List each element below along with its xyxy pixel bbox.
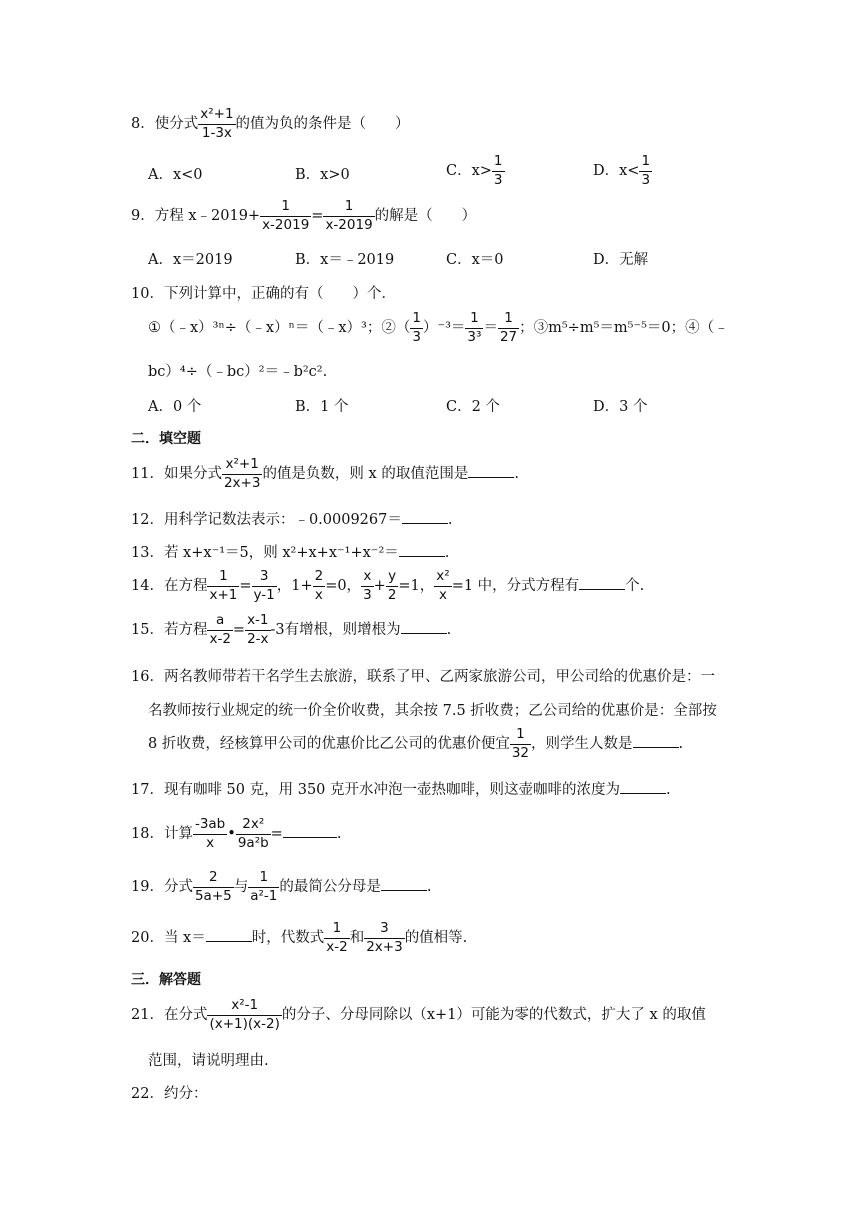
- q19-suffix: 的最简公分母是: [279, 879, 381, 895]
- question-10-stem: 10．下列计算中，正确的有（ ）个．: [131, 286, 396, 302]
- q20-and: 和: [349, 930, 365, 946]
- q14-a-den: x+1: [209, 586, 238, 603]
- q8-numerator: x²+1: [200, 106, 234, 122]
- q9-fraction-1: [260, 200, 311, 232]
- question-13: [0, 541, 860, 562]
- q18-b-den: 9a²b: [237, 834, 269, 851]
- q10-frac-2: [465, 312, 483, 344]
- q15-prefix: 15．若方程: [131, 622, 208, 638]
- q20-b-den: 2x+3: [366, 938, 403, 955]
- q14-suffix: =1 中，分式方程有: [451, 578, 580, 594]
- q9-f2-den: x-2019: [325, 216, 373, 233]
- q9-option-a: A．x＝2019: [148, 252, 233, 268]
- q8-option-c-den: 3: [493, 171, 503, 188]
- q18-a-num: -3ab: [194, 816, 226, 832]
- q20-mid: 时，代数式: [251, 930, 325, 946]
- q8-option-d-label: D．x<: [593, 163, 640, 179]
- q9-f2-num: 1: [344, 198, 354, 214]
- q16-line-1: 16．两名教师带若干名学生去旅游，联系了甲、乙两家旅游公司，甲公司给的优惠价是：一: [131, 669, 715, 685]
- q16-line-3: [0, 728, 860, 760]
- q14-end: 个.: [625, 578, 645, 594]
- q15-b-den: 2-x: [247, 630, 269, 647]
- q19-a-den: 5a+5: [194, 887, 232, 904]
- question-21: [0, 999, 860, 1031]
- q10-option-c: C．2 个: [446, 399, 500, 415]
- q15-a-den: x-2: [209, 630, 231, 647]
- q15-answer-blank[interactable]: [401, 621, 447, 634]
- question-20: [0, 922, 860, 954]
- q20-answer-blank[interactable]: [206, 929, 252, 942]
- q15-frac-b: [245, 614, 270, 646]
- q9-suffix: 的解是（ ）: [374, 208, 477, 224]
- q20-prefix: 20．当 x＝: [131, 930, 206, 946]
- q21-den: (x+1)(x-2): [209, 1015, 280, 1032]
- q19-a-num: 2: [209, 869, 218, 885]
- q14-frac-c: [313, 570, 326, 602]
- q18-frac-a: [193, 818, 227, 850]
- q10-frac-1: [410, 312, 423, 344]
- q8-option-c: [446, 155, 505, 187]
- q10-statements-line-2: bc）⁴÷（﹣bc）²＝﹣b²c².: [148, 364, 328, 380]
- q9-option-b: B．x＝﹣2019: [295, 252, 395, 268]
- q8-denominator: 1-3x: [198, 124, 235, 141]
- q19-mid: 与: [233, 879, 249, 895]
- q9-f1-num: 1: [281, 198, 290, 214]
- q10-frac-3: [498, 312, 519, 344]
- q17-text: 17．现有咖啡 50 克，用 350 克开水冲泡一壶热咖啡，则这壶咖啡的浓度为: [131, 782, 621, 798]
- q8-option-d: [593, 155, 652, 187]
- q14-d-num: x: [363, 568, 372, 584]
- q18-suffix: =: [270, 826, 283, 842]
- q9-equals: =: [311, 208, 324, 224]
- q10-frac-3-num: 1: [504, 310, 513, 326]
- q10-frac-2-den: 3³: [467, 328, 482, 345]
- q14-e-den: 2: [387, 586, 397, 603]
- q14-f-num: x²: [436, 568, 450, 584]
- q10-option-d: D．3 个: [593, 399, 648, 415]
- q16-den: 32: [511, 744, 530, 761]
- q19-frac-a: [193, 871, 234, 903]
- q11-answer-blank[interactable]: [468, 465, 514, 478]
- q14-frac-a: [207, 570, 239, 602]
- q17-end: .: [666, 782, 671, 798]
- q14-frac-e: [386, 570, 399, 602]
- q20-b-num: 3: [380, 920, 389, 936]
- q14-b-num: 3: [259, 568, 269, 584]
- q16-num: 1: [516, 726, 525, 742]
- q14-mid-3: =1，: [398, 578, 435, 594]
- question-9: [0, 200, 860, 232]
- q10-frac-2-num: 1: [470, 310, 479, 326]
- q10-frac-3-den: 27: [499, 328, 518, 345]
- q8-option-d-den: 3: [641, 171, 651, 188]
- q11-den: 2x+3: [223, 474, 261, 491]
- q10-frac-1-num: 1: [412, 310, 421, 326]
- q15-end: .: [446, 622, 452, 638]
- q11-fraction: [222, 458, 262, 490]
- q14-frac-b: [252, 570, 277, 602]
- q15-a-num: a: [216, 612, 225, 628]
- q13-answer-blank[interactable]: [399, 544, 445, 557]
- q11-num: x²+1: [225, 456, 259, 472]
- q21-num: x²-1: [231, 997, 259, 1013]
- q18-end: .: [336, 826, 342, 842]
- q18-frac-b: [236, 818, 271, 850]
- q18-b-num: 2x²: [242, 816, 265, 832]
- q8-prefix: 8．使分式: [131, 116, 199, 132]
- q14-plus: +: [373, 578, 386, 594]
- q11-prefix: 11．如果分式: [131, 466, 222, 482]
- q20-frac-a: [324, 922, 349, 954]
- q8-option-c-num: 1: [493, 153, 503, 169]
- q15-frac-a: [207, 614, 232, 646]
- q10-l1-a: ①（﹣x）³ⁿ÷（﹣x）ⁿ＝（﹣x）³；②（: [148, 320, 411, 336]
- q18-a-den: x: [193, 834, 227, 851]
- q14-e-num: y: [388, 568, 397, 584]
- q14-a-num: 1: [219, 568, 228, 584]
- q15-eq: =: [232, 622, 246, 638]
- q16-l3-post: ，则学生人数是: [531, 736, 633, 752]
- question-18: [0, 818, 860, 850]
- q21-line-2: 范围，请说明理由.: [148, 1053, 269, 1069]
- q10-option-b: B．1 个: [295, 399, 349, 415]
- q13-end: .: [444, 545, 450, 561]
- question-12: [0, 508, 860, 529]
- q8-option-a: A．x<0: [148, 167, 203, 183]
- q12-answer-blank[interactable]: [402, 511, 448, 524]
- q19-b-den: a²-1: [250, 887, 278, 904]
- q10-frac-1-den: 3: [412, 328, 421, 345]
- q14-c-num: 2: [314, 568, 324, 584]
- q18-dot: •: [227, 826, 236, 842]
- q10-l1-c: ＝: [483, 320, 498, 336]
- q19-end: .: [426, 879, 432, 895]
- question-14: [0, 570, 860, 602]
- q9-option-d: D．无解: [593, 252, 649, 268]
- q19-b-num: 1: [259, 869, 269, 885]
- q10-l1-b: ）⁻³＝: [422, 320, 466, 336]
- q15-b-num: x-1: [247, 612, 269, 628]
- question-15: [0, 614, 860, 646]
- q9-prefix: 9．方程 x﹣2019+: [131, 208, 261, 224]
- q19-frac-b: [248, 871, 279, 903]
- q12-text: 12．用科学记数法表示：﹣0.0009267＝: [131, 512, 402, 528]
- q14-answer-blank[interactable]: [579, 577, 625, 590]
- q16-fraction: [510, 728, 531, 760]
- q20-frac-b: [364, 922, 404, 954]
- q10-option-a: A．0 个: [148, 399, 202, 415]
- q9-fraction-2: [323, 200, 374, 232]
- q17-answer-blank[interactable]: [620, 781, 666, 794]
- q16-end: .: [678, 736, 684, 752]
- q21-fraction: [207, 999, 281, 1031]
- q9-option-c: C．x＝0: [446, 252, 504, 268]
- q8-option-c-label: C．x>: [446, 163, 492, 179]
- q18-answer-blank[interactable]: [283, 825, 337, 838]
- q8-fraction: [198, 108, 235, 140]
- q8-suffix: 的值为负的条件是（ ）: [235, 116, 410, 132]
- question-19: [0, 871, 860, 903]
- q9-f1-den: x-2019: [262, 216, 310, 233]
- q14-c-den: x: [313, 586, 326, 603]
- q12-end: .: [447, 512, 453, 528]
- q19-answer-blank[interactable]: [381, 878, 427, 891]
- q20-suffix: 的值相等.: [404, 930, 468, 946]
- q14-d-den: 3: [363, 586, 372, 603]
- q8-option-b: B．x>0: [295, 167, 350, 183]
- q14-eq: =: [239, 578, 252, 594]
- section-2-heading: 二．填空题: [131, 431, 201, 447]
- q14-prefix: 14．在方程: [131, 578, 208, 594]
- question-8: [0, 108, 860, 140]
- q10-statements-line-1: [0, 312, 860, 344]
- q16-line-2: 名教师按行业规定的统一价全价收费，其余按 7.5 折收费；乙公司给的优惠价是：全部按: [148, 703, 717, 719]
- q11-suffix: 的值是负数，则 x 的取值范围是: [262, 466, 469, 482]
- q15-mid: -3有增根，则增根为: [270, 622, 401, 638]
- q18-prefix: 18．计算: [131, 826, 193, 842]
- q16-l3-pre: 8 折收费，经核算甲公司的优惠价比乙公司的优惠价便宜: [148, 736, 510, 752]
- q14-frac-f: [434, 570, 451, 602]
- q13-text: 13．若 x+x⁻¹＝5，则 x²+x+x⁻¹+x⁻²＝: [131, 545, 399, 561]
- q14-b-den: y-1: [253, 586, 275, 603]
- q21-suffix: 的分子、分母同除以（x+1）可能为零的代数式，扩大了 x 的取值: [281, 1007, 706, 1023]
- q14-mid-1: ，1+: [276, 578, 313, 594]
- question-17: [0, 778, 860, 799]
- q10-l1-d: ；③m⁵÷m⁵＝m⁵⁻⁵＝0；④（﹣: [519, 320, 729, 336]
- section-3-heading: 三．解答题: [131, 972, 201, 988]
- q16-answer-blank[interactable]: [633, 735, 679, 748]
- q8-option-d-num: 1: [641, 153, 651, 169]
- q20-a-den: x-2: [326, 938, 348, 955]
- q14-mid-2: =0，: [325, 578, 362, 594]
- q20-a-num: 1: [332, 920, 342, 936]
- question-22: 22．约分：: [131, 1086, 208, 1102]
- q21-prefix: 21．在分式: [131, 1007, 208, 1023]
- q11-end: .: [514, 466, 519, 482]
- q14-frac-d: [361, 570, 374, 602]
- question-11: [0, 458, 860, 490]
- q19-prefix: 19．分式: [131, 879, 193, 895]
- q14-f-den: x: [434, 586, 451, 603]
